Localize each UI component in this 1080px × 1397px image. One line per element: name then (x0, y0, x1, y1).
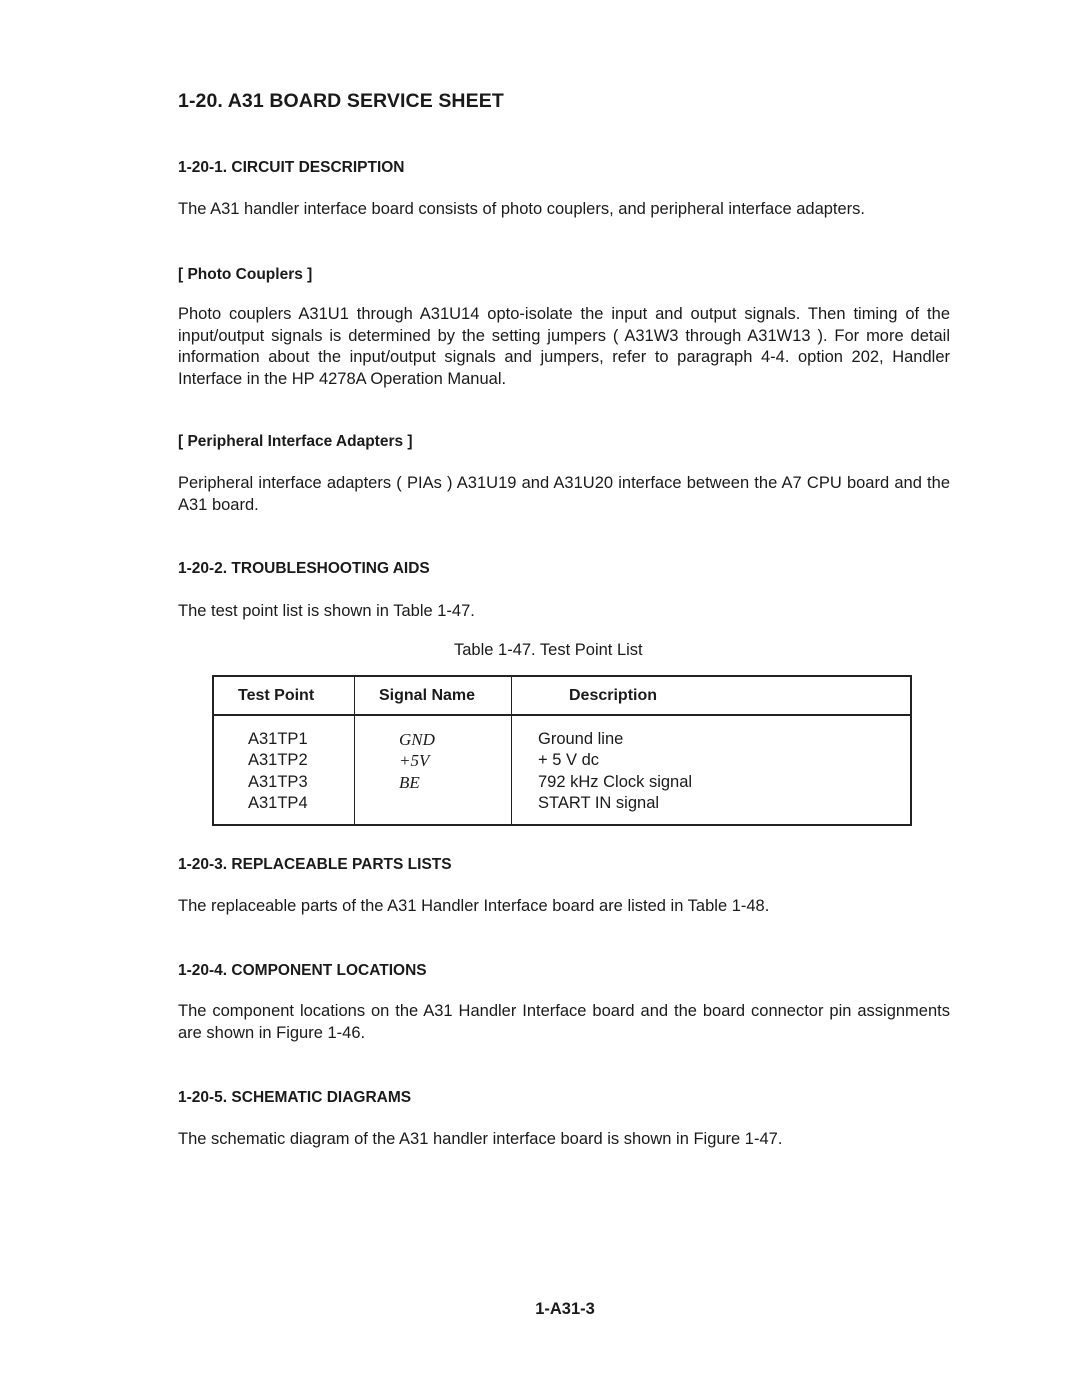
section-heading-schematic-diagrams: 1-20-5. SCHEMATIC DIAGRAMS (178, 1089, 412, 1106)
table-column-divider (511, 677, 512, 824)
table-cell-description: 792 kHz Clock signal (538, 772, 693, 791)
table-column-divider (354, 677, 355, 824)
table-cell-signal (399, 793, 435, 814)
section-heading-component-locations: 1-20-4. COMPONENT LOCATIONS (178, 962, 427, 979)
table-cell-signal: BE (399, 772, 420, 792)
subheading-photo-couplers: [ Photo Couplers ] (178, 266, 313, 283)
table-cell-description: Ground line (538, 730, 624, 748)
section-heading-circuit-description: 1-20-1. CIRCUIT DESCRIPTION (178, 159, 405, 176)
table-caption: Table 1-47. Test Point List (454, 641, 643, 659)
table-cell-test-point: A31TP3 (248, 772, 308, 791)
table-cell-test-point: A31TP4 (248, 793, 308, 812)
table-cell-description: + 5 V dc (538, 751, 599, 770)
table-header-signal-name: Signal Name (379, 687, 476, 704)
table-cell-test-point: A31TP2 (248, 751, 308, 770)
table-cell-description: START IN signal (538, 793, 660, 812)
test-point-table (212, 675, 912, 826)
paragraph-component-locations: The component locations on the A31 Handler Interface board and the board connector pin assignments are shown in Figure 1-46. (178, 1002, 950, 1042)
page-number: 1-A31-3 (535, 1300, 595, 1318)
table-column-signal-names (399, 729, 435, 814)
paragraph-circuit-intro: The A31 handler interface board consists of photo couplers, and peripheral interface adapters. (178, 200, 866, 218)
page-title: 1-20. A31 BOARD SERVICE SHEET (178, 90, 504, 112)
paragraph-pia: Peripheral interface adapters ( PIAs ) A31U19 and A31U20 interface between the A7 CPU board and the A31 board. (178, 474, 950, 514)
page-number-footer (0, 1300, 1080, 1319)
paragraph-schematic: The schematic diagram of the A31 handler interface board is shown in Figure 1-47. (178, 1130, 783, 1148)
subheading-peripheral-interface-adapters: [ Peripheral Interface Adapters ] (178, 433, 413, 450)
paragraph-troubleshooting: The test point list is shown in Table 1-47. (178, 602, 475, 620)
table-header-divider (214, 714, 910, 716)
table-header-test-point: Test Point (238, 687, 315, 704)
table-cell-signal: GND (399, 730, 435, 749)
table-cell-test-point: A31TP1 (248, 730, 308, 748)
section-heading-troubleshooting-aids: 1-20-2. TROUBLESHOOTING AIDS (178, 560, 430, 577)
section-heading-replaceable-parts: 1-20-3. REPLACEABLE PARTS LISTS (178, 856, 452, 873)
table-cell-signal: +5V (399, 751, 430, 771)
paragraph-photo-couplers: Photo couplers A31U1 through A31U14 opto-isolate the input and output signals. Then timing of the input/output signals is determined by the setting jumpers ( A31W3 through A31W13 ). For more detail information about the input/output signals and jumpers, refer to paragraph 4-4. option 202, Handler Interface in the HP 4278A Operation Manual. (178, 305, 950, 388)
table-header-description: Description (569, 687, 658, 704)
table-column-test-points (248, 729, 308, 814)
table-column-descriptions (538, 729, 692, 814)
paragraph-replaceable-parts: The replaceable parts of the A31 Handler Interface board are listed in Table 1-48. (178, 897, 770, 915)
